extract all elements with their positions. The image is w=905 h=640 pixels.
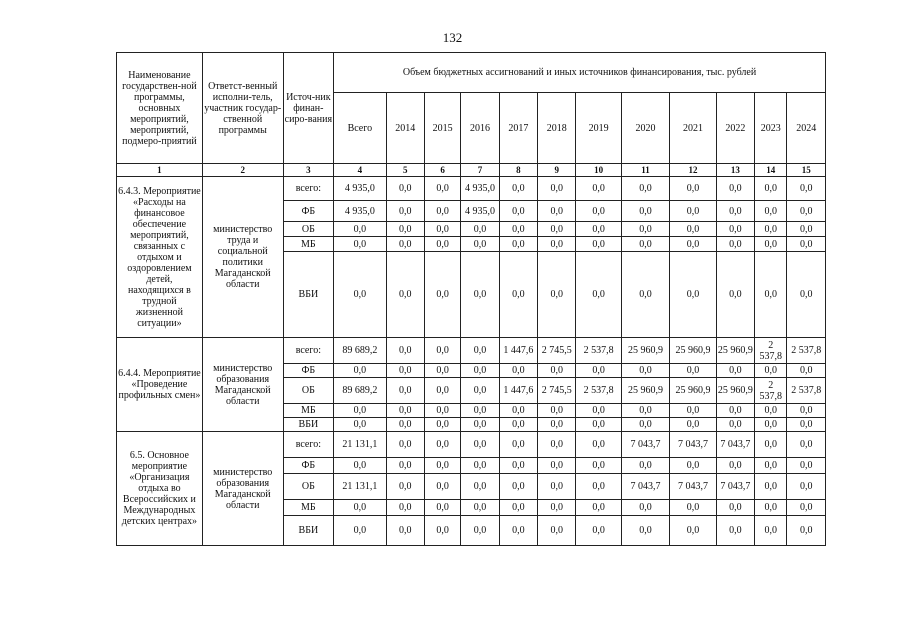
funding-source: ФБ [283,201,333,222]
year-value: 0,0 [424,500,460,516]
year-value: 0,0 [499,418,537,432]
year-value: 0,0 [787,432,826,458]
year-value: 4 935,0 [461,201,499,222]
total-value: 0,0 [334,516,387,546]
header-source: Источ-ник финан-сиро-вания [283,53,333,164]
year-value: 0,0 [716,500,754,516]
year-value: 0,0 [787,500,826,516]
year-value: 0,0 [755,252,787,338]
year-value: 0,0 [499,237,537,252]
column-index: 1 [117,164,203,177]
year-value: 0,0 [716,418,754,432]
year-value: 0,0 [386,201,424,222]
year-value: 0,0 [386,222,424,237]
year-value: 2 745,5 [538,338,576,364]
year-value: 0,0 [461,418,499,432]
year-value: 0,0 [576,500,621,516]
year-value: 0,0 [716,222,754,237]
year-value: 0,0 [538,500,576,516]
year-value: 0,0 [716,516,754,546]
total-value: 0,0 [334,404,387,418]
year-value: 0,0 [538,177,576,201]
year-value: 0,0 [787,222,826,237]
year-value: 0,0 [424,378,460,404]
year-value: 0,0 [386,338,424,364]
year-value: 0,0 [755,177,787,201]
funding-source: всего: [283,432,333,458]
year-value: 0,0 [461,404,499,418]
year-value: 25 960,9 [621,338,669,364]
year-value: 0,0 [576,177,621,201]
year-value: 0,0 [576,458,621,474]
year-value: 0,0 [499,500,537,516]
year-value: 25 960,9 [670,378,716,404]
year-value: 0,0 [621,418,669,432]
header-year: 2022 [716,93,754,164]
year-value: 0,0 [670,252,716,338]
year-value: 0,0 [670,500,716,516]
year-value: 0,0 [576,516,621,546]
year-value: 0,0 [716,364,754,378]
measure-name: 6.5. Основное мероприятие «Организация отдыха во Всероссийских и Международных детских центрах» [117,432,203,546]
column-index: 9 [538,164,576,177]
year-value: 2 537,8 [576,338,621,364]
header-year: 2015 [424,93,460,164]
year-value: 0,0 [670,177,716,201]
year-value: 0,0 [621,177,669,201]
funding-source: МБ [283,500,333,516]
year-value: 0,0 [386,252,424,338]
funding-source: ОБ [283,222,333,237]
column-index: 11 [621,164,669,177]
year-value: 2 537,8 [787,338,826,364]
year-value: 0,0 [670,404,716,418]
column-index: 2 [202,164,283,177]
year-value: 25 960,9 [670,338,716,364]
year-value: 0,0 [538,516,576,546]
year-value: 0,0 [621,458,669,474]
year-value: 0,0 [538,432,576,458]
table-row [117,338,826,364]
year-value: 0,0 [386,404,424,418]
funding-source: ВБИ [283,418,333,432]
year-value: 0,0 [576,222,621,237]
column-index: 7 [461,164,499,177]
funding-source: ВБИ [283,516,333,546]
year-value: 0,0 [621,500,669,516]
year-value: 0,0 [538,237,576,252]
year-value: 0,0 [538,252,576,338]
year-value: 0,0 [538,364,576,378]
column-index: 12 [670,164,716,177]
column-index-row [117,164,826,177]
year-value: 0,0 [576,237,621,252]
budget-table [116,52,826,546]
year-value: 0,0 [716,237,754,252]
page-number: 132 [442,30,463,45]
year-value: 0,0 [576,474,621,500]
year-value: 0,0 [670,458,716,474]
year-value: 7 043,7 [670,474,716,500]
measure-name: 6.4.3. Мероприятие «Расходы на финансовое обеспечение мероприятий, связанных с отдыхом и оздоровлением детей, находящихся в трудной жизненной ситуации» [117,177,203,338]
header-year: 2019 [576,93,621,164]
column-index: 8 [499,164,537,177]
year-value: 0,0 [386,364,424,378]
year-value: 0,0 [386,177,424,201]
year-value: 2 745,5 [538,378,576,404]
year-value: 25 960,9 [621,378,669,404]
year-value: 0,0 [424,338,460,364]
year-value: 0,0 [499,252,537,338]
year-value: 0,0 [787,418,826,432]
year-value: 0,0 [461,222,499,237]
year-value: 0,0 [386,237,424,252]
year-value: 0,0 [538,201,576,222]
year-value: 0,0 [499,364,537,378]
year-value: 0,0 [787,237,826,252]
year-value: 0,0 [755,222,787,237]
table-row [117,432,826,458]
year-value: 0,0 [499,474,537,500]
year-value: 0,0 [538,458,576,474]
year-value: 0,0 [538,418,576,432]
year-value: 0,0 [424,458,460,474]
year-value: 0,0 [424,222,460,237]
column-index: 4 [334,164,387,177]
year-value: 0,0 [499,432,537,458]
year-value: 0,0 [716,177,754,201]
year-value: 0,0 [787,177,826,201]
year-value: 0,0 [621,201,669,222]
year-value: 0,0 [787,252,826,338]
year-value: 0,0 [755,516,787,546]
year-value: 0,0 [716,252,754,338]
year-value: 0,0 [755,237,787,252]
year-value: 0,0 [716,404,754,418]
year-value: 2 537,8 [755,378,787,404]
year-value: 0,0 [461,458,499,474]
funding-source: ФБ [283,364,333,378]
year-value: 0,0 [386,432,424,458]
year-value: 1 447,6 [499,338,537,364]
year-value: 0,0 [576,364,621,378]
header-total: Всего [334,93,387,164]
total-value: 0,0 [334,222,387,237]
header-year: 2018 [538,93,576,164]
year-value: 0,0 [787,404,826,418]
year-value: 0,0 [670,516,716,546]
year-value: 4 935,0 [461,177,499,201]
total-value: 0,0 [334,418,387,432]
funding-source: МБ [283,237,333,252]
year-value: 0,0 [576,432,621,458]
year-value: 2 537,8 [755,338,787,364]
year-value: 0,0 [755,458,787,474]
funding-source: ОБ [283,474,333,500]
year-value: 25 960,9 [716,338,754,364]
year-value: 0,0 [755,500,787,516]
column-index: 6 [424,164,460,177]
year-value: 0,0 [538,222,576,237]
year-value: 0,0 [755,474,787,500]
measure-name: 6.4.4. Мероприятие «Проведение профильных смен» [117,338,203,432]
year-value: 0,0 [499,458,537,474]
year-value: 7 043,7 [621,432,669,458]
year-value: 0,0 [538,404,576,418]
header-year: 2014 [386,93,424,164]
year-value: 0,0 [787,474,826,500]
year-value: 0,0 [576,252,621,338]
funding-source: всего: [283,338,333,364]
year-value: 0,0 [787,516,826,546]
year-value: 0,0 [499,222,537,237]
total-value: 0,0 [334,458,387,474]
responsible-executor: министерство образования Магаданской области [202,432,283,546]
year-value: 0,0 [461,378,499,404]
year-value: 0,0 [499,201,537,222]
column-index: 15 [787,164,826,177]
year-value: 0,0 [716,201,754,222]
year-value: 0,0 [499,516,537,546]
column-index: 14 [755,164,787,177]
year-value: 0,0 [755,404,787,418]
year-value: 0,0 [424,404,460,418]
year-value: 2 537,8 [576,378,621,404]
year-value: 0,0 [386,516,424,546]
total-value: 89 689,2 [334,338,387,364]
year-value: 0,0 [461,364,499,378]
total-value: 0,0 [334,364,387,378]
header-name: Наименование государствен-ной программы, основных мероприятий, мероприятий, подмеро-приятий [117,53,203,164]
year-value: 0,0 [538,474,576,500]
year-value: 0,0 [576,404,621,418]
year-value: 0,0 [621,364,669,378]
year-value: 0,0 [424,432,460,458]
year-value: 0,0 [461,252,499,338]
year-value: 0,0 [755,418,787,432]
header-responsible: Ответст-венный исполни-тель, участник государ-ственной программы [202,53,283,164]
year-value: 7 043,7 [621,474,669,500]
year-value: 0,0 [755,201,787,222]
year-value: 0,0 [716,458,754,474]
funding-source: всего: [283,177,333,201]
header-year: 2017 [499,93,537,164]
total-value: 89 689,2 [334,378,387,404]
year-value: 0,0 [386,458,424,474]
funding-source: ВБИ [283,252,333,338]
column-index: 3 [283,164,333,177]
year-value: 0,0 [670,418,716,432]
year-value: 0,0 [787,201,826,222]
year-value: 0,0 [461,516,499,546]
column-index: 5 [386,164,424,177]
header-year: 2016 [461,93,499,164]
year-value: 2 537,8 [787,378,826,404]
year-value: 0,0 [424,252,460,338]
year-value: 0,0 [424,474,460,500]
year-value: 0,0 [424,237,460,252]
year-value: 0,0 [670,201,716,222]
year-value: 0,0 [461,474,499,500]
total-value: 4 935,0 [334,177,387,201]
column-index: 13 [716,164,754,177]
year-value: 0,0 [424,418,460,432]
year-value: 0,0 [461,500,499,516]
year-value: 0,0 [386,500,424,516]
header-year: 2023 [755,93,787,164]
year-value: 0,0 [424,516,460,546]
year-value: 0,0 [621,222,669,237]
header-year: 2021 [670,93,716,164]
header-year: 2020 [621,93,669,164]
year-value: 0,0 [755,432,787,458]
year-value: 0,0 [621,516,669,546]
total-value: 21 131,1 [334,474,387,500]
year-value: 0,0 [755,364,787,378]
year-value: 0,0 [670,237,716,252]
year-value: 0,0 [424,177,460,201]
year-value: 7 043,7 [716,432,754,458]
table-row [117,177,826,201]
year-value: 1 447,6 [499,378,537,404]
total-value: 21 131,1 [334,432,387,458]
total-value: 4 935,0 [334,201,387,222]
year-value: 0,0 [621,404,669,418]
total-value: 0,0 [334,252,387,338]
year-value: 0,0 [386,474,424,500]
year-value: 0,0 [461,237,499,252]
header-volume: Объем бюджетных ассигнований и иных источников финансирования, тыс. рублей [334,53,826,93]
year-value: 25 960,9 [716,378,754,404]
year-value: 0,0 [386,378,424,404]
responsible-executor: министерство образования Магаданской области [202,338,283,432]
funding-source: ФБ [283,458,333,474]
year-value: 0,0 [386,418,424,432]
year-value: 0,0 [461,338,499,364]
year-value: 0,0 [621,237,669,252]
year-value: 0,0 [499,177,537,201]
year-value: 0,0 [670,364,716,378]
header-year: 2024 [787,93,826,164]
year-value: 0,0 [461,432,499,458]
total-value: 0,0 [334,237,387,252]
funding-source: ОБ [283,378,333,404]
year-value: 0,0 [621,252,669,338]
year-value: 0,0 [670,222,716,237]
year-value: 0,0 [576,418,621,432]
year-value: 7 043,7 [716,474,754,500]
year-value: 7 043,7 [670,432,716,458]
year-value: 0,0 [787,458,826,474]
responsible-executor: министерство труда и социальной политики Магаданской области [202,177,283,338]
total-value: 0,0 [334,500,387,516]
column-index: 10 [576,164,621,177]
funding-source: МБ [283,404,333,418]
year-value: 0,0 [424,201,460,222]
year-value: 0,0 [787,364,826,378]
year-value: 0,0 [424,364,460,378]
year-value: 0,0 [499,404,537,418]
year-value: 0,0 [576,201,621,222]
